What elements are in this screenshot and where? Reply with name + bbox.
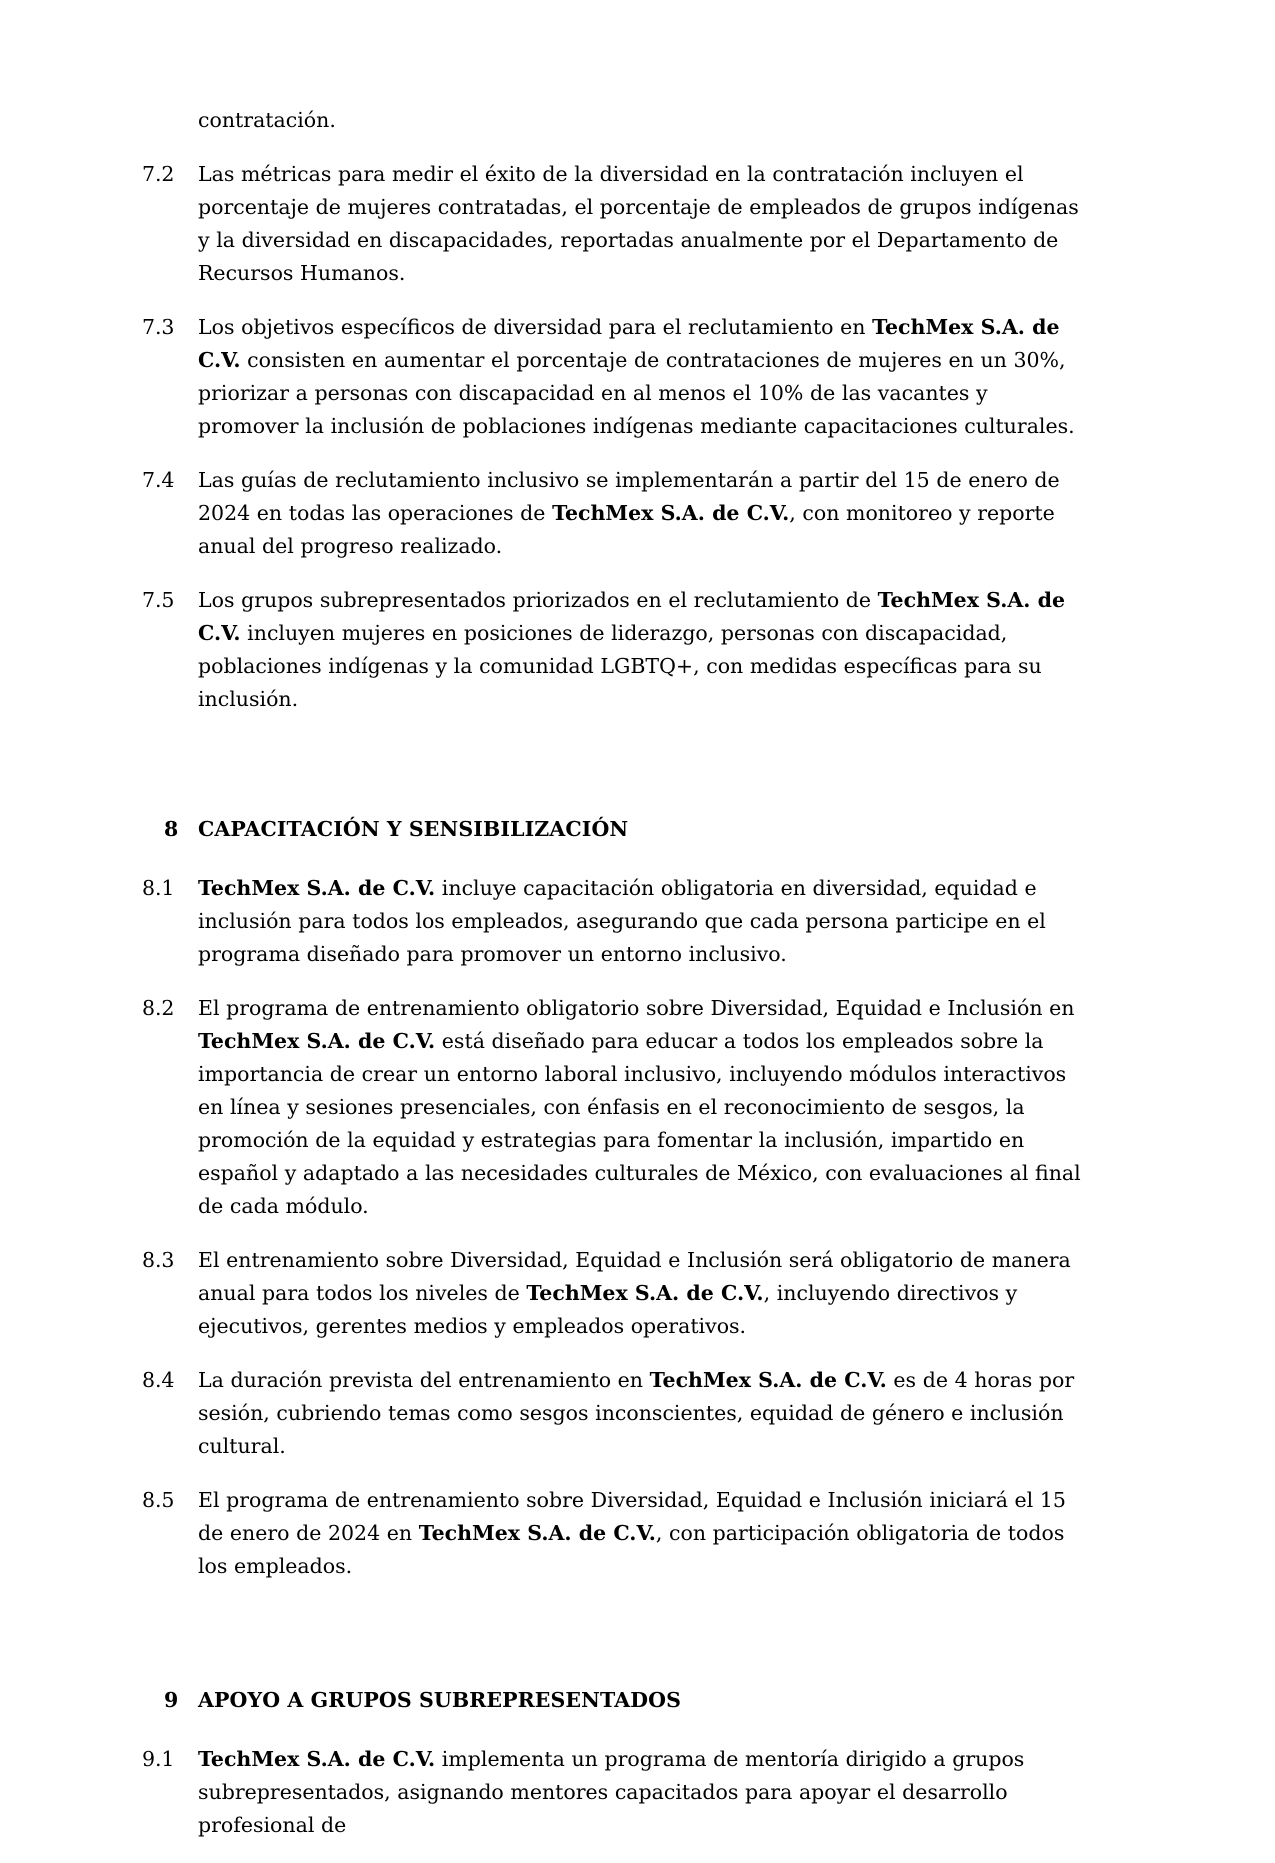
section-9-title: APOYO A GRUPOS SUBREPRESENTADOS bbox=[198, 1688, 681, 1712]
company-name-emphasis: TechMex S.A. de C.V. bbox=[649, 1368, 887, 1392]
section-8-title: CAPACITACIÓN Y SENSIBILIZACIÓN bbox=[198, 817, 629, 841]
clause-text bbox=[198, 872, 1082, 971]
clause-number: 7.2 bbox=[142, 162, 175, 186]
clause-text bbox=[198, 464, 1082, 563]
clause-text bbox=[198, 311, 1082, 443]
company-name-emphasis: TechMex S.A. de C.V. bbox=[418, 1521, 656, 1545]
company-name-emphasis: TechMex S.A. de C.V. bbox=[198, 876, 436, 900]
section-9-number: 9 bbox=[164, 1688, 179, 1712]
section-8-clause-list bbox=[142, 872, 1082, 1583]
clause-text bbox=[198, 1244, 1082, 1343]
company-name-emphasis: TechMex S.A. de C.V. bbox=[198, 1747, 436, 1771]
clause-number: 8.2 bbox=[142, 996, 175, 1020]
clause bbox=[142, 311, 1082, 443]
clause-text-run: La duración prevista del entrenamiento en bbox=[198, 1368, 650, 1392]
clause-text bbox=[198, 1484, 1082, 1583]
spacer-before-section-9 bbox=[142, 1604, 1082, 1630]
section-7-clause-list bbox=[142, 158, 1082, 716]
company-name-emphasis: TechMex S.A. de C.V. bbox=[526, 1281, 764, 1305]
clause-text-run: El entrenamiento sobre Diversidad, Equidad e Inclusión será obligatorio de manera anual para todos los niveles de bbox=[198, 1248, 1071, 1305]
spacer-before-section-8 bbox=[142, 737, 1082, 759]
continued-paragraph-text: contratación. bbox=[198, 108, 336, 132]
section-heading-9 bbox=[142, 1685, 1082, 1715]
clause bbox=[142, 1743, 1082, 1842]
clause bbox=[142, 992, 1082, 1223]
page-content bbox=[142, 104, 1082, 1863]
clause bbox=[142, 584, 1082, 716]
clause-text-run: Las guías de reclutamiento inclusivo se implementarán a partir del 15 de enero de 2024 en todas las operaciones de bbox=[198, 468, 1060, 525]
clause-text-run: El programa de entrenamiento obligatorio sobre Diversidad, Equidad e Inclusión en bbox=[198, 996, 1075, 1020]
clause-text-run: Los grupos subrepresentados priorizados en el reclutamiento de bbox=[198, 588, 878, 612]
clause-text bbox=[198, 992, 1082, 1223]
clause-text bbox=[198, 584, 1082, 716]
clause-number: 8.1 bbox=[142, 876, 175, 900]
clause-text bbox=[198, 1364, 1082, 1463]
company-name-emphasis: TechMex S.A. de C.V. bbox=[198, 1029, 436, 1053]
clause-number: 7.3 bbox=[142, 315, 175, 339]
clause-text bbox=[198, 158, 1082, 290]
clause-number: 7.4 bbox=[142, 468, 175, 492]
clause-text-run: , incluyendo directivos y ejecutivos, gerentes medios y empleados operativos. bbox=[198, 1281, 1018, 1338]
company-name-emphasis: TechMex S.A. de C.V. bbox=[552, 501, 790, 525]
section-9-clause-list bbox=[142, 1743, 1082, 1842]
clause-text-run: , con monitoreo y reporte anual del progreso realizado. bbox=[198, 501, 1055, 558]
section-8-number: 8 bbox=[164, 817, 179, 841]
clause-text bbox=[198, 1743, 1082, 1842]
clause-number: 8.5 bbox=[142, 1488, 175, 1512]
clause bbox=[142, 872, 1082, 971]
clause-text-run: es de 4 horas por sesión, cubriendo temas como sesgos inconscientes, equidad de género e inclusión cultural. bbox=[198, 1368, 1075, 1458]
clause-number: 8.3 bbox=[142, 1248, 175, 1272]
clause-text-run: está diseñado para educar a todos los empleados sobre la importancia de crear un entorno laboral inclusivo, incluyendo módulos interactivos en línea y sesiones presenciales, con énfasis en el reconocimiento de sesgos, la promoción de la equidad y estrategias para fomentar la inclusión, impartido en español y adaptado a las necesidades culturales de México, con evaluaciones al final de cada módulo. bbox=[198, 1029, 1081, 1218]
clause-text-run: incluyen mujeres en posiciones de liderazgo, personas con discapacidad, poblaciones indígenas y la comunidad LGBTQ+, con medidas específicas para su inclusión. bbox=[198, 621, 1042, 711]
clause bbox=[142, 158, 1082, 290]
clause-number: 9.1 bbox=[142, 1747, 175, 1771]
clause bbox=[142, 1244, 1082, 1343]
clause-number: 8.4 bbox=[142, 1368, 175, 1392]
clause-text-run: implementa un programa de mentoría dirigido a grupos subrepresentados, asignando mentores capacitados para apoyar el desarrollo profesional de bbox=[198, 1747, 1025, 1837]
continued-paragraph bbox=[142, 104, 1082, 137]
clause bbox=[142, 464, 1082, 563]
clause-text-run: consisten en aumentar el porcentaje de contrataciones de mujeres en un 30%, priorizar a personas con discapacidad en al menos el 10% de las vacantes y promover la inclusión de poblaciones indígenas mediante capacitaciones culturales. bbox=[198, 348, 1075, 438]
clause-text-run: incluye capacitación obligatoria en diversidad, equidad e inclusión para todos los empleados, asegurando que cada persona participe en el programa diseñado para promover un entorno inclusivo. bbox=[198, 876, 1046, 966]
clause-number: 7.5 bbox=[142, 588, 175, 612]
clause-text-run: , con participación obligatoria de todos los empleados. bbox=[198, 1521, 1065, 1578]
clause-text-run: Las métricas para medir el éxito de la diversidad en la contratación incluyen el porcentaje de mujeres contratadas, el porcentaje de empleados de grupos indígenas y la diversidad en discapacidades, reportadas anualmente por el Departamento de Recursos Humanos. bbox=[198, 162, 1079, 285]
company-name-emphasis: TechMex S.A. de C.V. bbox=[198, 588, 1066, 645]
company-name-emphasis: TechMex S.A. de C.V. bbox=[198, 315, 1060, 372]
clause-text-run: El programa de entrenamiento sobre Diversidad, Equidad e Inclusión iniciará el 15 de enero de 2024 en bbox=[198, 1488, 1066, 1545]
section-heading-8 bbox=[142, 814, 1082, 844]
clause bbox=[142, 1484, 1082, 1583]
clause bbox=[142, 1364, 1082, 1463]
clause-text-run: Los objetivos específicos de diversidad para el reclutamiento en bbox=[198, 315, 873, 339]
